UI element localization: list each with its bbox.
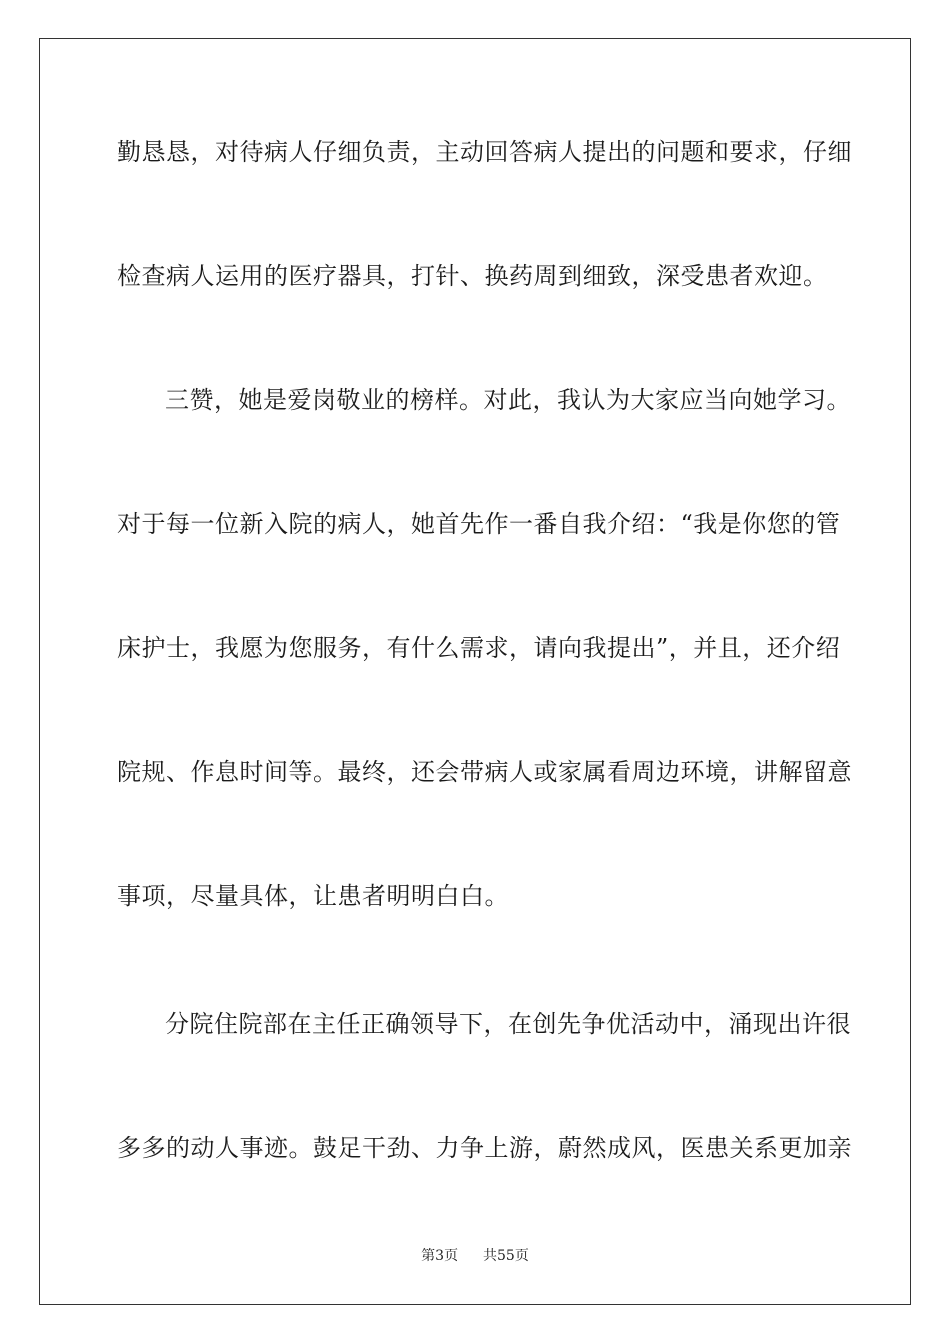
text-line-9: 多多的动人事迹。鼓足干劲、力争上游，蔚然成风，医患关系更加亲 xyxy=(117,1134,852,1162)
page-number: 第3页 xyxy=(421,1248,459,1264)
text-line-4: 对于每一位新入院的病人，她首先作一番自我介绍：“我是你您的管 xyxy=(117,510,841,538)
page-border xyxy=(39,38,911,1305)
text-line-8: 分院住院部在主任正确领导下，在创先争优活动中，涌现出许很 xyxy=(165,1010,851,1038)
page-footer xyxy=(0,1246,950,1266)
text-line-1: 勤恳恳，对待病人仔细负责，主动回答病人提出的问题和要求，仔细 xyxy=(117,138,852,166)
total-pages: 共55页 xyxy=(483,1248,529,1264)
text-line-6: 院规、作息时间等。最终，还会带病人或家属看周边环境，讲解留意 xyxy=(117,758,852,786)
text-line-5: 床护士，我愿为您服务，有什么需求，请向我提出”，并且，还介绍 xyxy=(117,634,841,662)
text-line-7: 事项，尽量具体，让患者明明白白。 xyxy=(117,882,509,910)
text-line-3: 三赞，她是爱岗敬业的榜样。对此，我认为大家应当向她学习。 xyxy=(165,386,851,414)
text-line-2: 检查病人运用的医疗器具，打针、换药周到细致，深受患者欢迎。 xyxy=(117,262,828,290)
